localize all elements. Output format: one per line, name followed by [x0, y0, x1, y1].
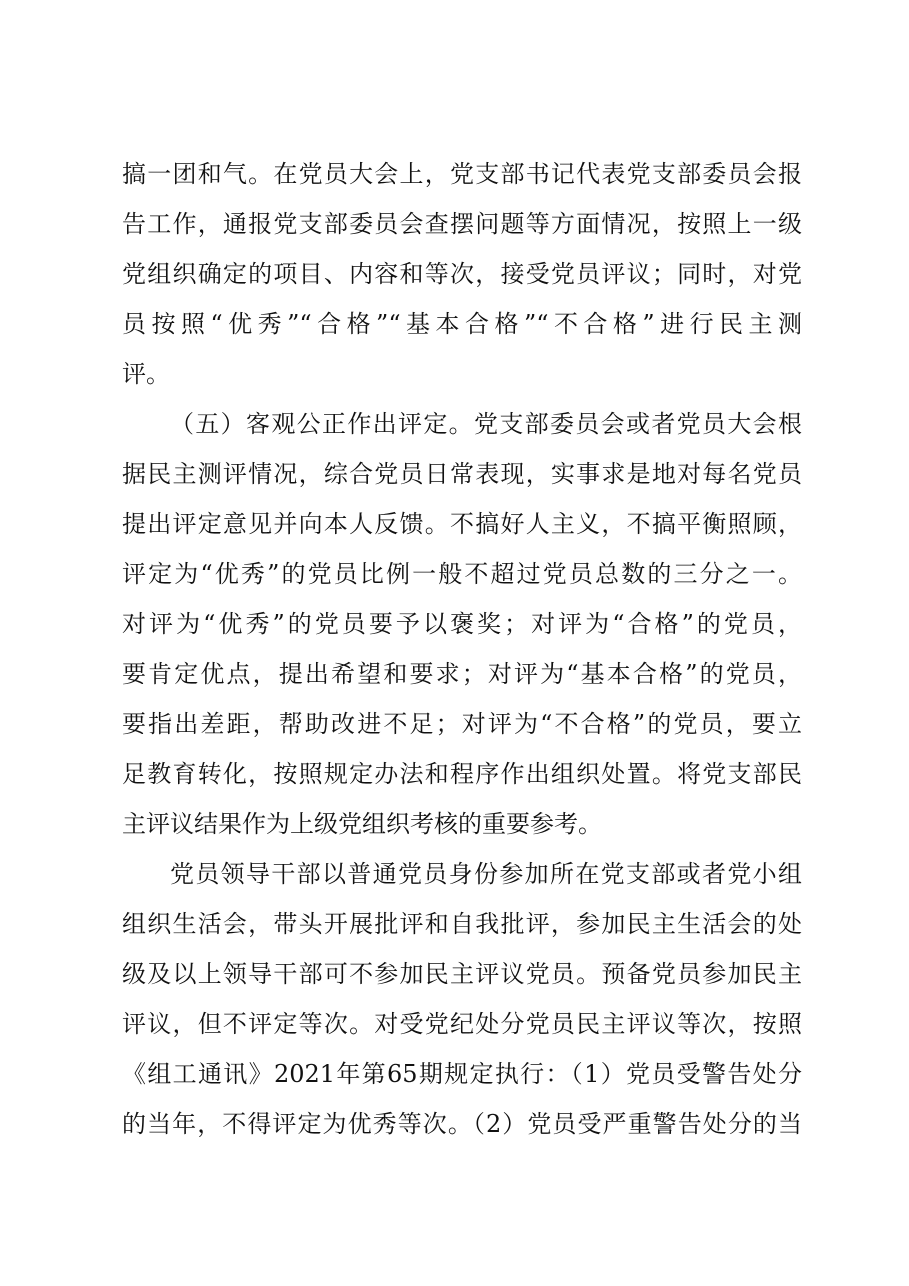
text-line: 级及以上领导干部可不参加民主评议党员。预备党员参加民主 — [122, 960, 802, 988]
text-line: 提出评定意见并向本人反馈。不搞好人主义，不搞平衡照顾， — [122, 510, 802, 538]
text-line: 对评为“优秀”的党员要予以褒奖；对评为“合格”的党员， — [122, 610, 802, 638]
text-line: 据民主测评情况，综合党员日常表现，实事求是地对每名党员 — [122, 460, 802, 488]
text-line: 组织生活会，带头开展批评和自我批评，参加民主生活会的处 — [122, 910, 802, 938]
text-line: 《组工通讯》2021年第65期规定执行：（1）党员受警告处分 — [122, 1060, 802, 1088]
text-line: 搞一团和气。在党员大会上，党支部书记代表党支部委员会报 — [122, 160, 802, 188]
text-line: 要肯定优点，提出希望和要求；对评为“基本合格”的党员， — [122, 660, 802, 688]
text-line: 评议，但不评定等次。对受党纪处分党员民主评议等次，按照 — [122, 1010, 802, 1038]
paragraph-heading-line: （五）客观公正作出评定。党支部委员会或者党员大会根 — [170, 410, 802, 438]
text-line: 评。 — [122, 360, 170, 388]
text-line: 党组织确定的项目、内容和等次，接受党员评议；同时，对党 — [122, 260, 802, 288]
paragraph-start-line: 党员领导干部以普通党员身份参加所在党支部或者党小组 — [170, 860, 802, 888]
text-line: 告工作，通报党支部委员会查摆问题等方面情况，按照上一级 — [122, 210, 802, 238]
text-line: 评定为“优秀”的党员比例一般不超过党员总数的三分之一。 — [122, 560, 802, 588]
text-line: 要指出差距，帮助改进不足；对评为“不合格”的党员，要立 — [122, 710, 802, 738]
text-line: 员按照“优秀”“合格”“基本合格”“不合格”进行民主测 — [122, 310, 802, 338]
text-line: 的当年，不得评定为优秀等次。（2）党员受严重警告处分的当 — [122, 1110, 802, 1138]
text-line: 足教育转化，按照规定办法和程序作出组织处置。将党支部民 — [122, 760, 802, 788]
text-line: 主评议结果作为上级党组织考核的重要参考。 — [122, 810, 602, 838]
